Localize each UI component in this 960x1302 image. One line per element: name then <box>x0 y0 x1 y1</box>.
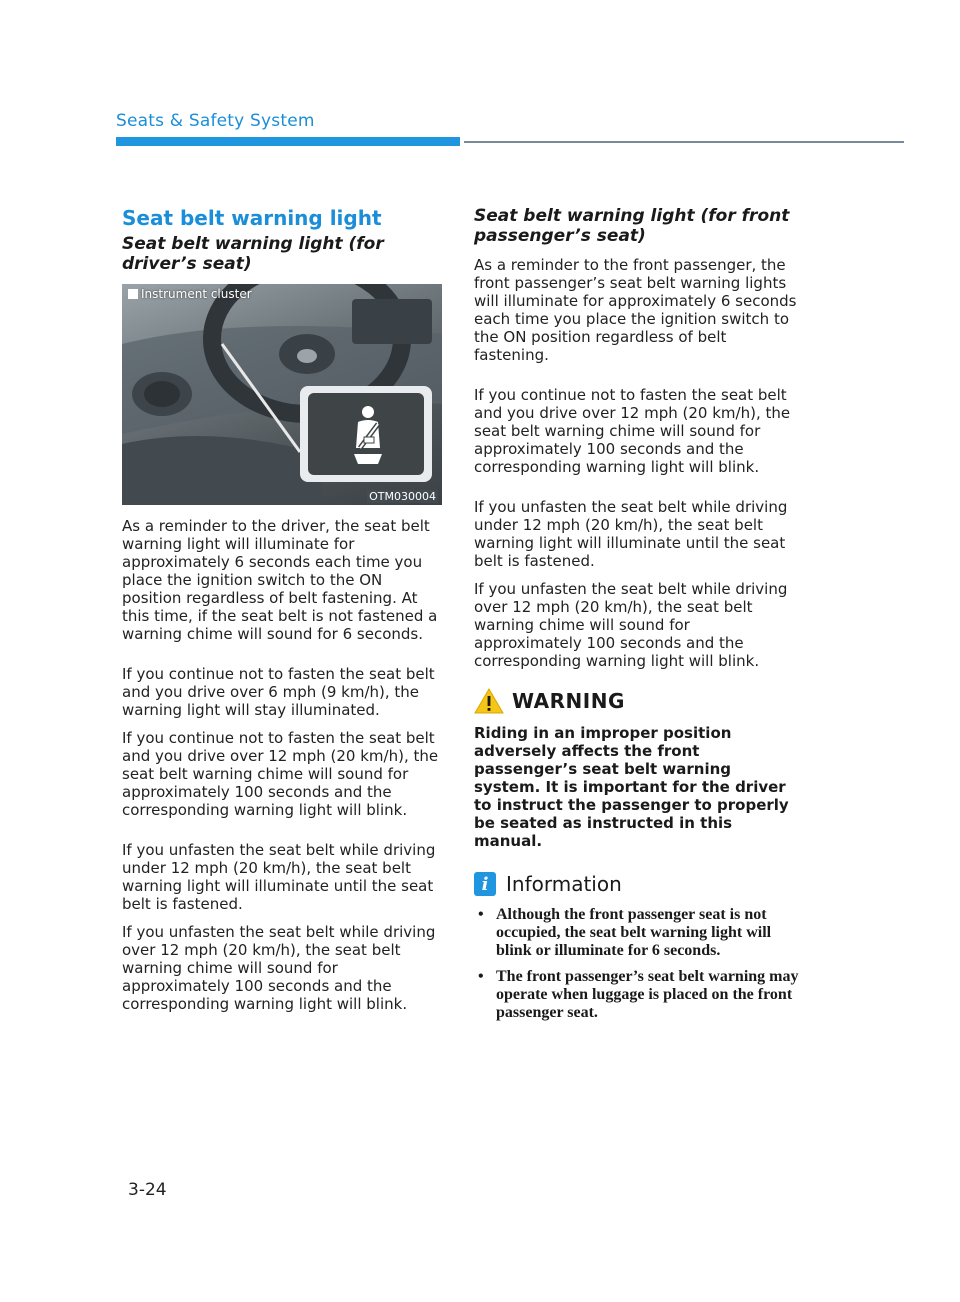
instrument-cluster-figure <box>122 284 442 505</box>
driver-seat-subtitle: Seat belt warning light (for driver’s seat) <box>122 234 384 274</box>
information-label: Information <box>506 872 622 896</box>
driver-paragraph: If you continue not to fasten the seat belt and you drive over 12 mph (20 km/h), the seat belt warning chime will sound for approximately 100 seconds and the corresponding warning light will blink. <box>122 729 439 819</box>
list-item: • Although the front passenger seat is not occupied, the seat belt warning light will blink or illuminate for 6 seconds. <box>478 906 772 959</box>
driver-paragraph: As a reminder to the driver, the seat belt warning light will illuminate for approximately 6 seconds each time you place the ignition switch to the ON position regardless of belt fastening. At this time, if the seat belt is not fastened a warning chime will sound for 6 seconds. <box>122 517 438 643</box>
info-icon: i <box>474 872 496 896</box>
list-item: • The front passenger’s seat belt warning may operate when luggage is placed on the front passenger seat. <box>478 968 799 1021</box>
left-column <box>122 206 442 1023</box>
seat-belt-icon <box>344 404 392 466</box>
passenger-paragraph: If you unfasten the seat belt while driving over 12 mph (20 km/h), the seat belt warning chime will sound for approximately 100 seconds and the corresponding warning light will blink. <box>474 580 788 670</box>
passenger-paragraph: If you continue not to fasten the seat belt and you drive over 12 mph (20 km/h), the seat belt warning chime will sound for approximately 100 seconds and the corresponding warning light will blink. <box>474 386 791 476</box>
figure-label: Instrument cluster <box>128 287 252 301</box>
passenger-paragraph: As a reminder to the front passenger, the front passenger’s seat belt warning lights will illuminate for approximately 6 seconds each time you place the ignition switch to the ON position regardless of belt fastening. <box>474 256 797 364</box>
right-column <box>474 206 800 1030</box>
header-rule <box>464 141 904 143</box>
passenger-paragraph: If you unfasten the seat belt while driving under 12 mph (20 km/h), the seat belt warning light will illuminate until the seat belt is fastened. <box>474 498 788 570</box>
header-title: Seats & Safety System <box>116 111 315 131</box>
dashboard-illustration <box>122 284 442 505</box>
figure-code: OTM030004 <box>369 490 436 503</box>
page-number: 3-24 <box>128 1180 167 1200</box>
section-title: Seat belt warning light <box>122 206 382 230</box>
warning-triangle-icon <box>474 688 504 714</box>
information-heading <box>474 872 800 896</box>
warning-heading <box>474 688 800 714</box>
warning-label: WARNING <box>512 689 625 713</box>
driver-paragraph: If you unfasten the seat belt while driving over 12 mph (20 km/h), the seat belt warning chime will sound for approximately 100 seconds and the corresponding warning light will blink. <box>122 923 436 1013</box>
header-rule-accent <box>116 137 460 146</box>
warning-text: Riding in an improper position adversely affects the front passenger’s seat belt warning system. It is important for the driver to instruct the passenger to properly be seated as instructed in this manual. <box>474 724 789 850</box>
information-list <box>474 906 800 1022</box>
driver-paragraph: If you unfasten the seat belt while driving under 12 mph (20 km/h), the seat belt warning light will illuminate until the seat belt is fastened. <box>122 841 436 913</box>
driver-paragraph: If you continue not to fasten the seat belt and you drive over 6 mph (9 km/h), the warning light will stay illuminated. <box>122 665 435 719</box>
passenger-seat-subtitle: Seat belt warning light (for front passenger’s seat) <box>474 206 790 246</box>
square-bullet-icon <box>128 289 138 299</box>
